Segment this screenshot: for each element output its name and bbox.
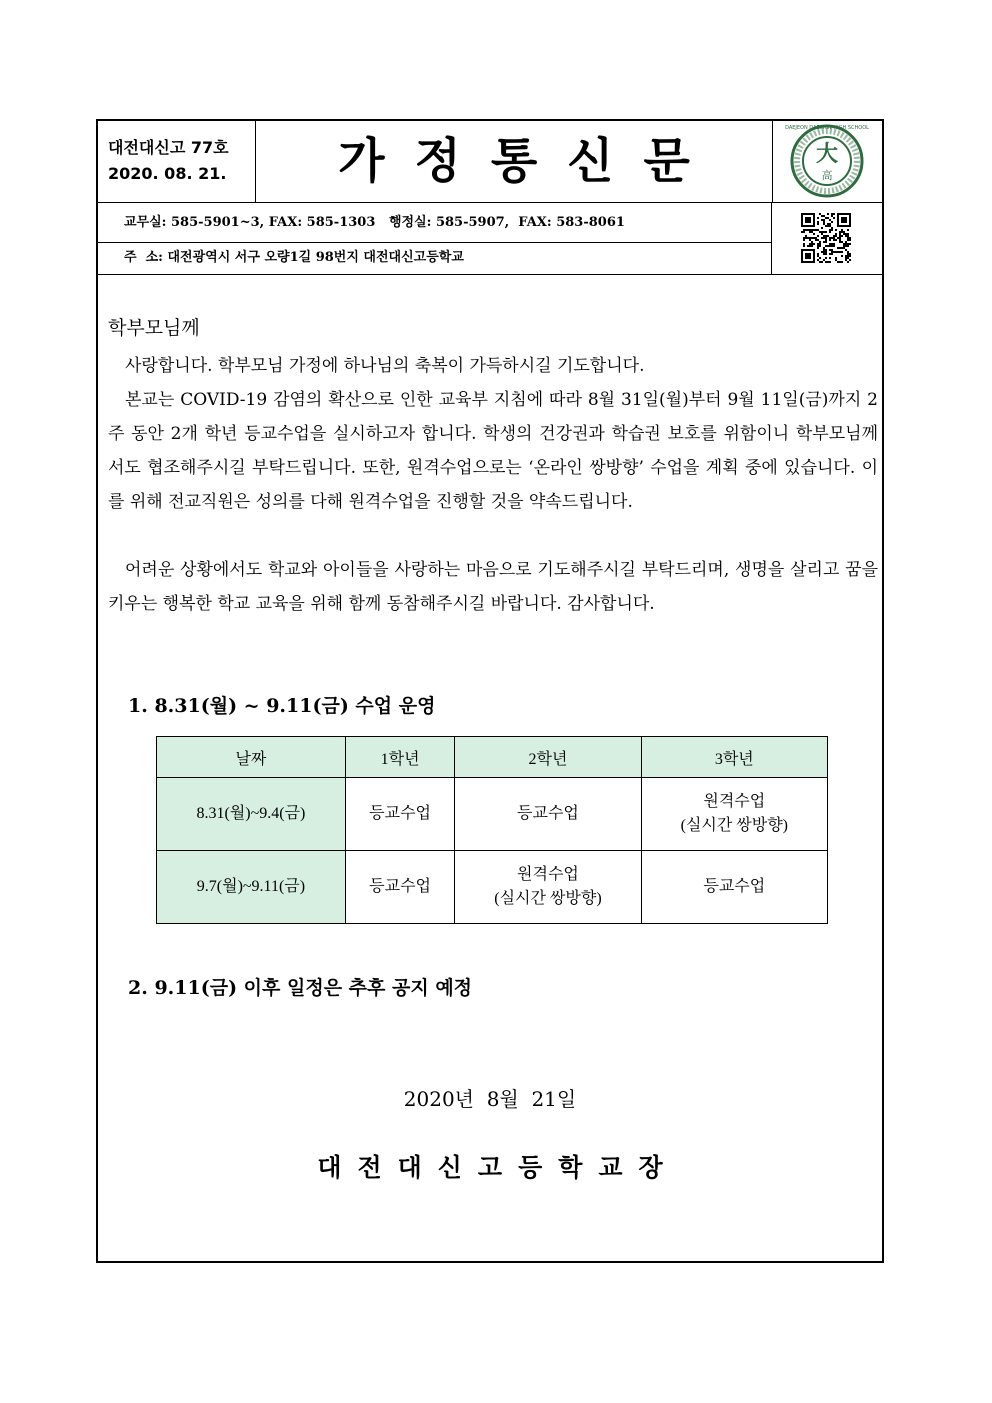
newsletter-page [96, 119, 884, 1263]
principal-signature: 대전대신고등학교장 [317, 1153, 679, 1182]
logo-char: 大 [815, 141, 839, 167]
paragraph-1: 사랑합니다. 학부모님 가정에 하나님의 축복이 가득하시길 기도합니다. [125, 356, 645, 376]
paragraph-2: 본교는 COVID-19 감염의 확산으로 인한 교육부 지침에 따라 8월 31일(월)부터 9월 11일(금)까지 2주 동안 2개 학년 등교수업을 실시하고자 합니다. 학생의 건강권과 학습권 보호를 위함이니 학부모님께서도 협조해주시길 부탁드립니다. 또한, 원격수업으로는 ‘온라인 쌍방향’ 수업을 계획 중에 있습니다. 이를 위해 전교직원은 성의를 다해 원격수업을 진행할 것을 약속드립니다. [108, 390, 878, 512]
logo-char-2: 高 [821, 169, 833, 182]
row-1-grade-1: 등교수업 [345, 778, 454, 851]
table-header-row [157, 737, 828, 778]
row-2-grade-2-detail: (실시간 쌍방향) [494, 890, 602, 907]
table-row [157, 778, 828, 851]
schedule-table [156, 736, 828, 924]
row-2-grade-1: 등교수업 [345, 851, 454, 924]
header-grade-1: 1학년 [345, 737, 454, 778]
row-2-grade-2-mode: 원격수업 [517, 866, 579, 883]
row-1-grade-3-mode: 원격수업 [703, 793, 766, 810]
issue-info [98, 121, 256, 203]
row-2-grade-2 [455, 851, 641, 924]
page-title: 가정통신문 [256, 121, 772, 203]
address-info: 주 소: 대전광역시 서구 오량1길 98번지 대전대신고등학교 [98, 243, 772, 275]
school-emblem-icon [773, 121, 881, 201]
salutation: 학부모님께 [108, 317, 200, 339]
section-1-title: 1. 8.31(월) ~ 9.11(금) 수업 운영 [128, 695, 436, 717]
row-1-date: 8.31(월)~9.4(금) [157, 778, 346, 851]
header-grade-3: 3학년 [641, 737, 827, 778]
paragraph-3: 어려운 상황에서도 학교와 아이들을 사랑하는 마음으로 기도해주시길 부탁드리며, 생명을 살리고 꿈을 키우는 행복한 학교 교육을 위해 함께 동참해주시길 바랍니다. 감사합니다. [108, 560, 878, 614]
row-2-grade-3: 등교수업 [641, 851, 827, 924]
issue-date: 2020. 08. 21. [108, 164, 227, 183]
table-row [157, 851, 828, 924]
school-logo [772, 121, 882, 203]
header-grade-2: 2학년 [455, 737, 641, 778]
logo-ring-text: DAEJEON DAESHIN HIGH SCHOOL [785, 125, 869, 131]
section-2-title: 2. 9.11(금) 이후 일정은 추후 공지 예정 [128, 977, 473, 999]
qr-code [772, 203, 882, 275]
row-1-grade-2: 등교수업 [455, 778, 641, 851]
row-2-date: 9.7(월)~9.11(금) [157, 851, 346, 924]
qr-code-icon [772, 203, 880, 273]
issue-number: 대전대신고 77호 [108, 138, 229, 157]
issue-date-footer: 2020년 8월 21일 [403, 1087, 577, 1111]
row-1-grade-3 [641, 778, 827, 851]
header-date: 날짜 [157, 737, 346, 778]
contact-info: 교무실: 585-5901~3, FAX: 585-1303 행정실: 585-5907, FAX: 583-8061 [98, 203, 772, 243]
row-1-grade-3-detail: (실시간 쌍방향) [680, 817, 789, 834]
